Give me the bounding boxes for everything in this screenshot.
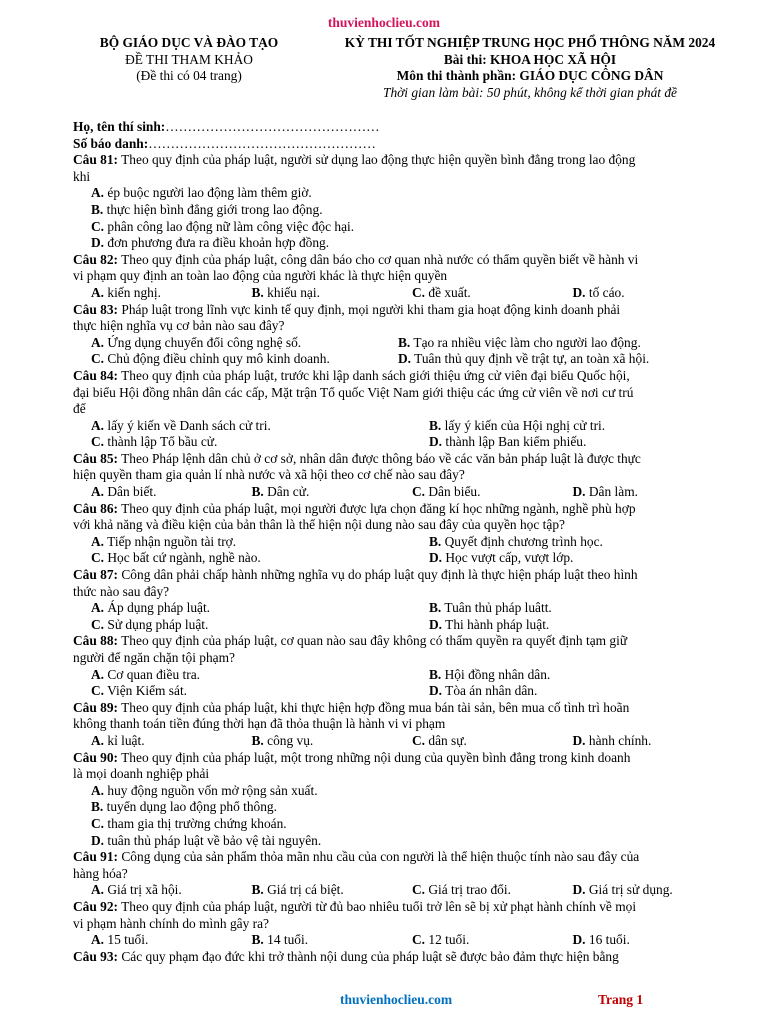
answer-option[interactable] bbox=[573, 285, 734, 302]
answer-options bbox=[91, 285, 733, 302]
option-label: D. bbox=[398, 351, 412, 367]
option-label: A. bbox=[91, 782, 105, 798]
option-label: B. bbox=[251, 732, 264, 748]
answer-option[interactable] bbox=[91, 833, 733, 850]
question-block bbox=[73, 899, 733, 949]
option-text: lấy ý kiến về Danh sách cử tri. bbox=[104, 417, 271, 433]
option-text: Học bất cứ ngành, nghề nào. bbox=[104, 550, 261, 566]
question-number: Câu 82: bbox=[73, 251, 119, 267]
answer-options bbox=[91, 418, 733, 451]
option-label: C. bbox=[91, 550, 105, 566]
question-text: không thanh toán tiền đúng thời hạn đã thỏa thuận là hành vi vi phạm bbox=[73, 716, 446, 732]
option-label: B. bbox=[398, 334, 411, 350]
question-text: thức nào sau đây? bbox=[73, 583, 170, 599]
option-label: C. bbox=[412, 882, 426, 898]
option-text: huy động nguồn vốn mở rộng sản xuất. bbox=[104, 782, 318, 798]
option-label: D. bbox=[572, 932, 586, 948]
answer-option[interactable] bbox=[91, 185, 733, 202]
candidate-id-blank: …………………………………………… bbox=[148, 135, 376, 151]
option-text: kiến nghị. bbox=[104, 284, 161, 300]
question-text: Theo quy định của pháp luật, cơ quan nào sau đây không có thẩm quyền ra quyết định tạm giữ bbox=[121, 633, 628, 649]
header-left bbox=[70, 35, 308, 85]
question-text-line bbox=[73, 916, 733, 933]
option-text: Giá trị sử dụng. bbox=[585, 882, 673, 898]
answer-option[interactable] bbox=[429, 617, 549, 634]
question-text-line bbox=[73, 716, 733, 733]
question-text: để bbox=[73, 401, 86, 417]
option-text: Giá trị xã hội. bbox=[104, 882, 182, 898]
question-block bbox=[73, 252, 733, 302]
answer-option[interactable] bbox=[412, 484, 573, 501]
option-text: Dân cử. bbox=[263, 484, 310, 500]
option-text: 12 tuổi. bbox=[425, 932, 470, 948]
option-text: Quyết định chương trình học. bbox=[441, 533, 603, 549]
question-text: Các quy phạm đạo đức khi trở thành nội dung của pháp luật sẽ được bảo đảm thực hiện bằng bbox=[121, 948, 619, 964]
option-text: Sử dụng pháp luật. bbox=[104, 616, 209, 632]
candidate-id-line bbox=[73, 136, 733, 153]
document-type: ĐỀ THI THAM KHẢO bbox=[125, 51, 253, 67]
option-label: A. bbox=[91, 417, 105, 433]
option-text: khiếu nại. bbox=[263, 284, 320, 300]
question-text-line bbox=[73, 766, 733, 783]
question-text: Theo quy định của pháp luật, trước khi lập danh sách giới thiệu ứng cử viên đại biểu Quốc hội, bbox=[121, 367, 630, 383]
question-block bbox=[73, 750, 733, 850]
option-label: A. bbox=[91, 284, 105, 300]
ministry-name: BỘ GIÁO DỤC VÀ ĐÀO TẠO bbox=[99, 35, 279, 50]
option-text: Hội đồng nhân dân. bbox=[441, 666, 551, 682]
option-text: Tiếp nhận nguồn tài trợ. bbox=[104, 533, 237, 549]
question-block bbox=[73, 501, 733, 567]
answer-option[interactable] bbox=[91, 418, 429, 435]
option-text: Thi hành pháp luật. bbox=[442, 616, 550, 632]
option-label: A. bbox=[91, 533, 105, 549]
question-text: thực hiện nghĩa vụ cơ bản nào sau đây? bbox=[73, 318, 285, 334]
option-text: Giá trị cá biệt. bbox=[263, 882, 344, 898]
question-number: Câu 92: bbox=[73, 898, 119, 914]
option-label: A. bbox=[91, 600, 105, 616]
answer-options bbox=[91, 783, 733, 849]
option-label: D. bbox=[429, 683, 443, 699]
option-text: kỉ luật. bbox=[104, 732, 145, 748]
option-label: C. bbox=[91, 218, 105, 234]
option-label: D. bbox=[429, 550, 443, 566]
option-text: tham gia thị trường chứng khoán. bbox=[104, 815, 287, 831]
answer-options bbox=[91, 484, 733, 501]
option-row bbox=[91, 882, 733, 899]
option-text: Áp dụng pháp luật. bbox=[104, 600, 211, 616]
answer-option[interactable] bbox=[429, 550, 573, 567]
question-block bbox=[73, 849, 733, 899]
question-text-line bbox=[73, 501, 733, 518]
time-limit: Thời gian làm bài: 50 phút, không kể thời gian phát đề bbox=[383, 84, 677, 100]
question-block bbox=[73, 368, 733, 451]
option-text: ép buộc người lao động làm thêm giờ. bbox=[104, 185, 312, 201]
question-text: khi bbox=[73, 168, 91, 184]
answer-option[interactable] bbox=[91, 202, 733, 219]
question-block bbox=[73, 949, 733, 966]
option-text: Viện Kiểm sát. bbox=[104, 683, 188, 699]
option-label: D. bbox=[572, 484, 586, 500]
answer-option[interactable] bbox=[91, 550, 429, 567]
answer-option[interactable] bbox=[429, 667, 550, 684]
option-label: B. bbox=[429, 533, 442, 549]
question-text: Công dân phải chấp hành những nghĩa vụ do pháp luật quy định là thực hiện pháp luật theo hình bbox=[121, 567, 638, 583]
option-row bbox=[91, 351, 733, 368]
question-block bbox=[73, 567, 733, 633]
answer-option[interactable] bbox=[91, 235, 733, 252]
option-row bbox=[91, 617, 733, 634]
candidate-name-blank: ………………………………………… bbox=[165, 119, 380, 134]
option-label: B. bbox=[251, 284, 264, 300]
option-label: C. bbox=[91, 815, 105, 831]
question-text-line bbox=[73, 368, 733, 385]
answer-option[interactable] bbox=[91, 683, 429, 700]
option-label: C. bbox=[91, 351, 105, 367]
question-text: Theo quy định của pháp luật, người từ đủ bao nhiêu tuổi trở lên sẽ bị xử phạt hành chính về mọi bbox=[121, 898, 637, 914]
answer-option[interactable] bbox=[398, 335, 641, 352]
option-row bbox=[91, 932, 733, 949]
option-row bbox=[91, 534, 733, 551]
question-text-line bbox=[73, 899, 733, 916]
question-text: Theo quy định của pháp luật, công dân báo cho cơ quan nhà nước có thẩm quyền biết về hành vi bbox=[121, 251, 639, 267]
option-label: D. bbox=[91, 832, 105, 848]
question-text-line bbox=[73, 650, 733, 667]
answer-option[interactable] bbox=[91, 335, 398, 352]
option-text: Cơ quan điều tra. bbox=[104, 666, 200, 682]
option-label: A. bbox=[91, 484, 105, 500]
option-text: 16 tuổi. bbox=[585, 932, 630, 948]
option-label: B. bbox=[91, 201, 104, 217]
option-text: tuân thủ pháp luật về bảo vệ tài nguyên. bbox=[104, 832, 322, 848]
option-label: C. bbox=[412, 484, 426, 500]
question-text-line bbox=[73, 152, 733, 169]
question-text: là mọi doanh nghiệp phải bbox=[73, 766, 210, 782]
question-text-line bbox=[73, 252, 733, 269]
question-text: Theo quy định của pháp luật, khi thực hiện hợp đồng mua bán tài sản, bên mua cố tình trì hoãn bbox=[121, 699, 630, 715]
option-text: Dân biết. bbox=[104, 484, 157, 500]
question-text-line bbox=[73, 700, 733, 717]
question-number: Câu 87: bbox=[73, 567, 119, 583]
option-label: A. bbox=[91, 732, 105, 748]
option-label: B. bbox=[429, 600, 442, 616]
answer-option[interactable] bbox=[91, 783, 733, 800]
option-label: D. bbox=[572, 882, 586, 898]
option-text: dân sự. bbox=[425, 732, 467, 748]
answer-option[interactable] bbox=[412, 733, 573, 750]
exam-content bbox=[73, 119, 733, 965]
answer-option[interactable] bbox=[573, 484, 734, 501]
option-text: Giá trị trao đổi. bbox=[425, 882, 511, 898]
option-text: Ứng dụng chuyển đổi công nghệ số. bbox=[104, 334, 302, 350]
option-text: Tuân thủ pháp luâtt. bbox=[441, 600, 552, 616]
option-text: 14 tuổi. bbox=[263, 932, 309, 948]
question-block bbox=[73, 302, 733, 368]
option-text: Tòa án nhân dân. bbox=[442, 683, 538, 699]
option-text: thực hiện bình đẳng giới trong lao động. bbox=[103, 201, 323, 217]
question-block bbox=[73, 451, 733, 501]
question-number: Câu 90: bbox=[73, 749, 119, 765]
footer-site-link[interactable]: thuvienhoclieu.com bbox=[340, 992, 453, 1007]
option-label: D. bbox=[429, 434, 443, 450]
question-number: Câu 81: bbox=[73, 152, 119, 168]
question-text-line bbox=[73, 268, 733, 285]
answer-option[interactable] bbox=[429, 683, 537, 700]
exam-title: KỲ THI TỐT NGHIỆP TRUNG HỌC PHỔ THÔNG NĂM 2024 bbox=[344, 35, 716, 50]
page-number: Trang 1 bbox=[598, 992, 644, 1007]
option-label: C. bbox=[412, 932, 426, 948]
option-label: A. bbox=[91, 334, 105, 350]
answer-options bbox=[91, 667, 733, 700]
answer-option[interactable] bbox=[91, 285, 252, 302]
option-text: tố cáo. bbox=[585, 284, 625, 300]
answer-option[interactable] bbox=[91, 534, 429, 551]
candidate-name-line bbox=[73, 119, 733, 136]
option-row bbox=[91, 667, 733, 684]
question-block bbox=[73, 633, 733, 699]
option-text: lấy ý kiến của Hội nghị cử tri. bbox=[441, 417, 606, 433]
answer-option[interactable] bbox=[573, 733, 734, 750]
option-label: B. bbox=[251, 882, 264, 898]
answer-options bbox=[91, 882, 733, 899]
question-text-line bbox=[73, 849, 733, 866]
option-label: B. bbox=[251, 932, 264, 948]
question-text: vi phạm hành chính do mình gây ra? bbox=[73, 915, 269, 931]
answer-option[interactable] bbox=[252, 733, 413, 750]
answer-option[interactable] bbox=[91, 816, 733, 833]
question-text-line bbox=[73, 567, 733, 584]
answer-option[interactable] bbox=[91, 219, 733, 236]
option-text: Tạo ra nhiều việc làm cho người lao động. bbox=[410, 334, 641, 350]
answer-options bbox=[91, 335, 733, 368]
question-text: Theo Pháp lệnh dân chủ ở cơ sở, nhân dân được thông báo về các văn bản pháp luật là được thực bbox=[121, 450, 641, 466]
option-label: D. bbox=[429, 616, 443, 632]
answer-option[interactable] bbox=[252, 882, 413, 899]
option-text: hành chính. bbox=[585, 732, 652, 748]
test-name: Bài thi: KHOA HỌC XÃ HỘI bbox=[443, 51, 617, 67]
answer-option[interactable] bbox=[429, 534, 603, 551]
candidate-name-label: Họ, tên thí sinh: bbox=[73, 119, 166, 134]
question-number: Câu 86: bbox=[73, 500, 119, 516]
option-row bbox=[91, 418, 733, 435]
answer-options bbox=[91, 534, 733, 567]
option-row bbox=[91, 550, 733, 567]
option-text: thành lập Ban kiểm phiếu. bbox=[442, 434, 587, 450]
question-text-line bbox=[73, 467, 733, 484]
option-label: C. bbox=[91, 683, 105, 699]
option-label: B. bbox=[429, 417, 442, 433]
answer-options bbox=[91, 733, 733, 750]
answer-option[interactable] bbox=[91, 434, 429, 451]
answer-option[interactable] bbox=[573, 882, 734, 899]
option-label: C. bbox=[91, 616, 105, 632]
question-list bbox=[73, 152, 733, 965]
question-text: Công dụng của sản phẩm thỏa mãn nhu cầu của con người là thể hiện thuộc tính nào sau đây của bbox=[121, 849, 640, 865]
question-text-line bbox=[73, 517, 733, 534]
question-text: với khả năng và điều kiện của bản thân là thể hiện nội dung nào sau đây của quyền học tập? bbox=[73, 517, 565, 533]
answer-option[interactable] bbox=[412, 285, 573, 302]
question-text: hàng hóa? bbox=[73, 865, 128, 881]
option-text: thành lập Tổ bầu cử. bbox=[104, 434, 218, 450]
option-label: B. bbox=[251, 484, 264, 500]
answer-options bbox=[91, 932, 733, 949]
header-right bbox=[300, 35, 760, 101]
option-label: D. bbox=[572, 284, 586, 300]
option-label: A. bbox=[91, 932, 105, 948]
question-text-line bbox=[73, 302, 733, 319]
answer-option[interactable] bbox=[412, 932, 573, 949]
question-text-line bbox=[73, 451, 733, 468]
answer-option[interactable] bbox=[91, 932, 252, 949]
answer-option[interactable] bbox=[252, 285, 413, 302]
answer-option[interactable] bbox=[91, 733, 252, 750]
answer-option[interactable] bbox=[429, 600, 552, 617]
option-text: Dân làm. bbox=[585, 484, 638, 500]
question-number: Câu 83: bbox=[73, 301, 119, 317]
question-number: Câu 85: bbox=[73, 450, 119, 466]
answer-option[interactable] bbox=[91, 799, 733, 816]
option-text: Dân biểu. bbox=[425, 484, 481, 500]
option-row bbox=[91, 600, 733, 617]
option-label: C. bbox=[91, 434, 105, 450]
option-row bbox=[91, 484, 733, 501]
answer-option[interactable] bbox=[91, 617, 429, 634]
option-text: phân công lao động nữ làm công việc độc hại. bbox=[104, 218, 355, 234]
option-row bbox=[91, 733, 733, 750]
candidate-id-label: Số báo danh: bbox=[73, 135, 149, 151]
answer-option[interactable] bbox=[412, 882, 573, 899]
question-text: Pháp luật trong lĩnh vực kinh tế quy định, mọi người khi tham gia hoạt động kinh doanh phải bbox=[121, 301, 621, 317]
subject-name: Môn thi thành phần: GIÁO DỤC CÔNG DÂN bbox=[396, 68, 664, 84]
answer-option[interactable] bbox=[429, 418, 605, 435]
option-text: Tuân thủ quy định về trật tự, an toàn xã hội. bbox=[411, 351, 650, 367]
question-block bbox=[73, 700, 733, 750]
site-watermark-top[interactable]: thuvienhoclieu.com bbox=[327, 15, 441, 30]
question-text: đại biểu Hội đồng nhân dân các cấp, Mặt trận Tổ quốc Việt Nam giới thiệu các ứng cử viên về nơi cư trú bbox=[73, 384, 634, 400]
answer-options bbox=[91, 600, 733, 633]
question-text-line bbox=[73, 584, 733, 601]
question-number: Câu 93: bbox=[73, 948, 119, 964]
answer-option[interactable] bbox=[429, 434, 586, 451]
option-text: 15 tuổi. bbox=[104, 932, 149, 948]
question-block bbox=[73, 152, 733, 252]
option-text: công vụ. bbox=[263, 732, 314, 748]
option-text: Học vượt cấp, vượt lớp. bbox=[442, 550, 574, 566]
option-label: C. bbox=[412, 732, 426, 748]
answer-option[interactable] bbox=[91, 600, 429, 617]
answer-option[interactable] bbox=[91, 351, 398, 368]
option-row bbox=[91, 683, 733, 700]
answer-option[interactable] bbox=[573, 932, 734, 949]
option-label: B. bbox=[429, 666, 442, 682]
question-text: Theo quy định của pháp luật, người sử dụng lao động thực hiện quyền bình đẳng trong lao động bbox=[121, 152, 636, 168]
option-label: A. bbox=[91, 185, 105, 201]
option-text: đơn phương đưa ra điều khoản hợp đồng. bbox=[104, 235, 330, 251]
option-text: đề xuất. bbox=[425, 284, 471, 300]
option-row bbox=[91, 335, 733, 352]
question-text-line bbox=[73, 169, 733, 186]
question-text-line bbox=[73, 401, 733, 418]
question-text-line bbox=[73, 318, 733, 335]
option-label: D. bbox=[91, 235, 105, 251]
question-text: Theo quy định của pháp luật, mọi người được lựa chọn đăng kí học những ngành, nghề phù hợp bbox=[121, 500, 636, 516]
answer-option[interactable] bbox=[91, 484, 252, 501]
option-text: tuyển dụng lao động phổ thông. bbox=[103, 799, 277, 815]
question-number: Câu 84: bbox=[73, 367, 119, 383]
question-text: Theo quy định của pháp luật, một trong những nội dung của quyền bình đẳng trong kinh doanh bbox=[121, 749, 631, 765]
option-label: C. bbox=[412, 284, 426, 300]
answer-option[interactable] bbox=[91, 667, 429, 684]
option-label: A. bbox=[91, 666, 105, 682]
option-label: A. bbox=[91, 882, 105, 898]
answer-option[interactable] bbox=[91, 882, 252, 899]
answer-option[interactable] bbox=[398, 351, 649, 368]
answer-option[interactable] bbox=[252, 932, 413, 949]
question-text-line bbox=[73, 949, 733, 966]
option-row bbox=[91, 434, 733, 451]
option-row bbox=[91, 285, 733, 302]
question-text: người để ngăn chặn tội phạm? bbox=[73, 650, 235, 665]
question-number: Câu 91: bbox=[73, 849, 119, 865]
question-text-line bbox=[73, 385, 733, 402]
answer-options bbox=[91, 185, 733, 251]
question-text: hiện quyền tham gia quản lí nhà nước và xã hội theo cơ chế nào sau đây? bbox=[73, 467, 465, 483]
page-count-note: (Đề thi có 04 trang) bbox=[136, 68, 242, 84]
answer-option[interactable] bbox=[252, 484, 413, 501]
question-number: Câu 89: bbox=[73, 699, 119, 715]
question-number: Câu 88: bbox=[73, 633, 119, 649]
option-label: D. bbox=[572, 732, 586, 748]
question-text-line bbox=[73, 750, 733, 767]
option-text: Chủ động điều chỉnh quy mô kinh doanh. bbox=[104, 351, 330, 367]
question-text: vi phạm quy định an toàn lao động của người khác là thực hiện quyền bbox=[73, 268, 448, 284]
option-label: B. bbox=[91, 799, 104, 815]
question-text-line bbox=[73, 866, 733, 883]
question-text-line bbox=[73, 633, 733, 650]
